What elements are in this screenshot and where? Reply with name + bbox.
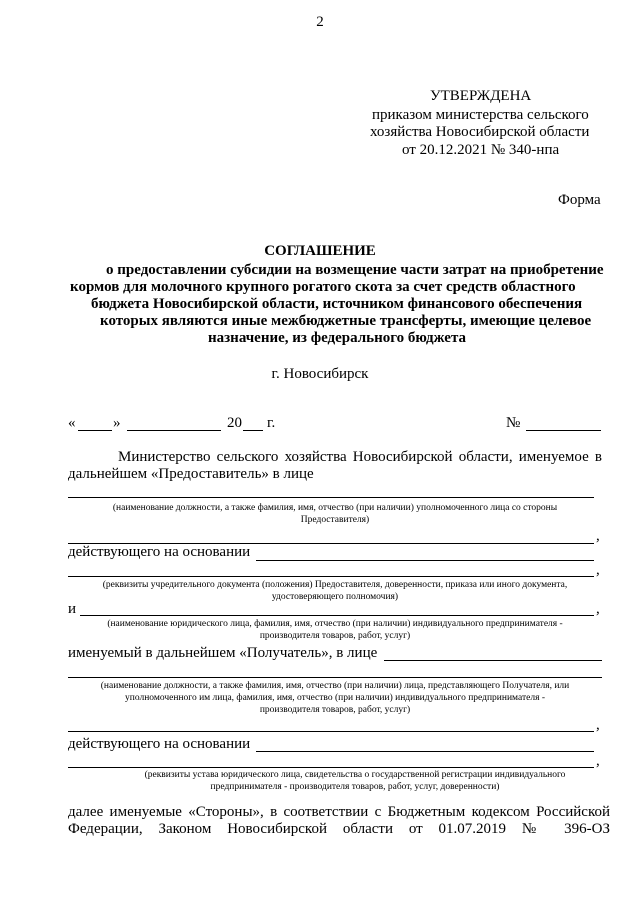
- heading-line-1: о предоставлении субсидии на возмещение части затрат на приобретение: [106, 262, 604, 278]
- recipient-rep-blank: [384, 660, 602, 661]
- final-line-2: Федерации, Законом Новосибирской области от 01.07.2019 № 396-ОЗ: [68, 821, 610, 837]
- form-label: Форма: [558, 192, 601, 208]
- representative-note-line-1: (наименование должности, а также фамилия, имя, отчество (при наличии) уполномоченного лица со стороны: [112, 503, 558, 513]
- document-note-2: [100, 769, 610, 793]
- document-blank-1: [68, 576, 594, 577]
- document-note-1: [70, 579, 600, 603]
- comma-3: ,: [596, 601, 600, 617]
- acting-basis-label-1: действующего на основании: [68, 544, 251, 560]
- heading-line-3: бюджета Новосибирской области, источником финансового обеспечения: [91, 296, 583, 312]
- recipient-name-note-line-2: производителя товаров, работ, услуг): [259, 631, 411, 641]
- year-suffix: г.: [267, 415, 276, 431]
- recipient-rep-note-line-1: (наименование должности, а также фамилия, имя, отчество (при наличии) лица, представляющего Получателя, или: [100, 681, 570, 691]
- document-note-1-line-2: удостоверяющего полномочия): [271, 592, 399, 602]
- city: г. Новосибирск: [271, 366, 369, 382]
- recipient-name-note-line-1: (наименование юридического лица, фамилия, имя, отчество (при наличии) индивидуального предпринимателя -: [107, 619, 563, 629]
- date-open-quote: «: [68, 415, 76, 431]
- heading-line-5: назначение, из федерального бюджета: [208, 330, 467, 346]
- final-line-1: далее именуемые «Стороны», в соответствии с Бюджетным кодексом Российской: [68, 804, 610, 820]
- recipient-rep-blank-2: [68, 677, 602, 678]
- year-blank: [243, 430, 263, 431]
- recipient-label: именуемый в дальнейшем «Получатель», в лице: [68, 645, 378, 661]
- intro-line-2: дальнейшем «Предоставитель» в лице: [68, 466, 314, 482]
- acting-basis-blank-1: [256, 560, 594, 561]
- recipient-rep-blank-3: [68, 731, 594, 732]
- date-close-quote: »: [113, 415, 121, 431]
- comma-2: ,: [596, 562, 600, 578]
- intro-line-1: Министерство сельского хозяйства Новосибирской области, именуемое в: [118, 449, 602, 465]
- representative-blank: [68, 497, 594, 498]
- comma-4: ,: [596, 717, 600, 733]
- acting-basis-blank-2: [256, 751, 594, 752]
- number-sign: №: [506, 415, 521, 431]
- recipient-name-note: [70, 618, 600, 642]
- heading-line-4: которых являются иные межбюджетные трансферты, имеющие целевое: [100, 313, 592, 329]
- page-number: 2: [316, 14, 324, 30]
- comma-5: ,: [596, 753, 600, 769]
- acting-basis-label-2: действующего на основании: [68, 736, 251, 752]
- recipient-rep-note-line-3: производителя товаров, работ, услуг): [259, 705, 411, 715]
- approval-line-2: хозяйства Новосибирской области: [370, 124, 590, 140]
- document-blank-2: [68, 767, 594, 768]
- approval-line-3: от 20.12.2021 № 340-нпа: [402, 142, 560, 158]
- year-prefix: 20: [227, 415, 242, 431]
- and-label: и: [68, 601, 77, 617]
- recipient-rep-note-line-2: уполномоченного им лица, фамилия, имя, отчество (при наличии) индивидуального предпринимателя -: [125, 693, 545, 703]
- heading-title: СОГЛАШЕНИЕ: [264, 243, 376, 259]
- comma-1: ,: [596, 528, 600, 544]
- approval-line-1: приказом министерства сельского: [372, 107, 589, 123]
- representative-note-line-2: Предоставителя): [300, 515, 370, 525]
- number-blank: [526, 430, 601, 431]
- day-blank: [78, 430, 112, 431]
- document-note-2-line-2: предпринимателя - производителя товаров, работ, услуг, доверенности): [210, 782, 500, 792]
- document-note-2-line-1: (реквизиты устава юридического лица, свидетельства о государственной регистрации индивидуального: [144, 770, 566, 780]
- recipient-name-blank: [80, 615, 594, 616]
- heading-line-2: кормов для молочного крупного рогатого скота за счет средств областного: [70, 279, 576, 295]
- month-blank: [127, 430, 221, 431]
- approval-title: УТВЕРЖДЕНА: [430, 88, 532, 104]
- document-note-1-line-1: (реквизиты учредительного документа (положения) Предоставителя, доверенности, приказа или иного документа,: [102, 580, 568, 590]
- representative-note: [70, 502, 600, 526]
- recipient-rep-note: [62, 680, 608, 716]
